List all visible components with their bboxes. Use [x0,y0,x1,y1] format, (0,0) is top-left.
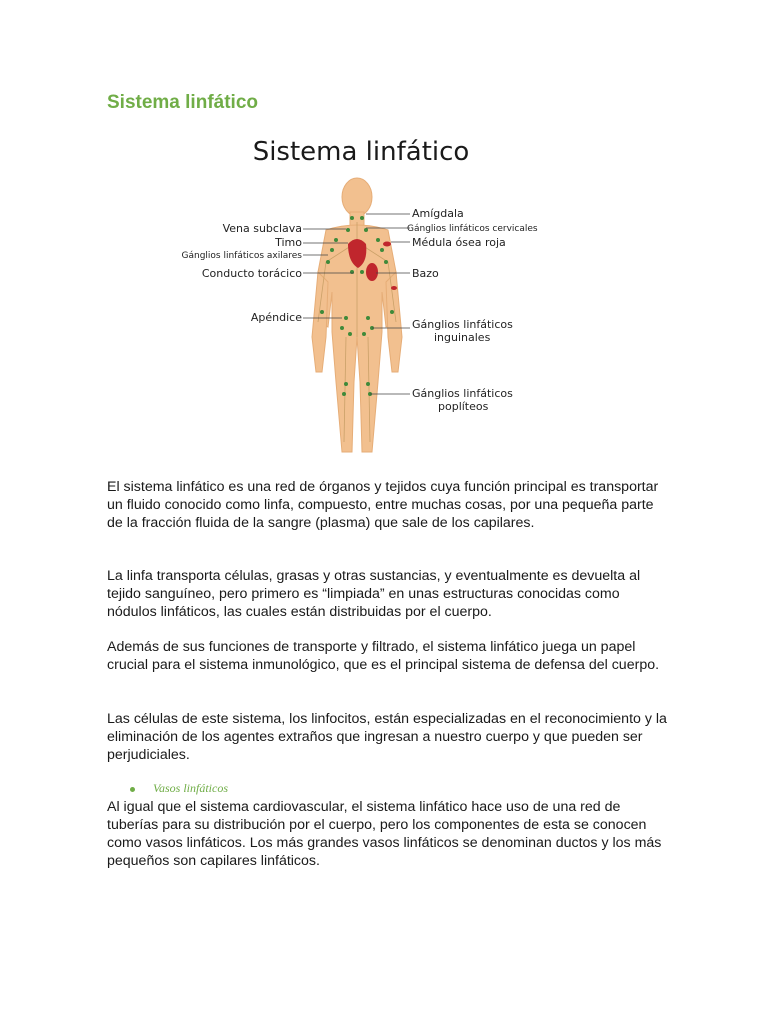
figure-title: Sistema linfático [252,137,470,167]
label-bazo: Bazo [412,267,439,280]
paragraph-3: Además de sus funciones de transporte y filtrado, el sistema linfático juega un papel crucial para el sistema inmunológico, que es el principal sistema de defensa del cuerpo. [107,639,660,673]
bone-marrow-organ [383,242,391,247]
label-ganglios-inguinales-1: Gánglios linfáticos [412,318,513,331]
lymphatic-system-figure [176,122,546,467]
spleen-organ [366,263,378,281]
paragraph-2: La linfa transporta células, grasas y otras sustancias, y eventualmente es devuelta al tejido sanguíneo, pero primero es “limpiada” en unas estructuras conocidas como nódulos linfáticos, las cuales están distribuidas por el cuerpo. [107,568,641,620]
label-ganglios-popliteos-2: poplíteos [438,400,489,413]
lymphatic-diagram [176,122,546,467]
label-ganglios-inguinales-2: inguinales [434,331,491,344]
label-amigdala: Amígdala [412,207,464,220]
paragraph-4: Las células de este sistema, los linfocitos, están especializadas en el reconocimiento y la eliminación de los agentes extraños que ingresan a nuestro cuerpo y que pueden ser perjudiciales. [107,711,667,763]
label-vena-subclava: Vena subclava [222,222,302,235]
label-ganglios-axilares: Gánglios linfáticos axilares [181,251,302,261]
label-ganglios-cervicales: Gánglios linfáticos cervicales [407,224,538,234]
bullet-item-vasos-linfaticos: Vasos linfáticos [153,781,229,795]
section-heading: Sistema linfático [107,92,258,113]
label-timo: Timo [275,236,302,249]
paragraph-1: El sistema linfático es una red de órganos y tejidos cuya función principal es transportar un fluido conocido como linfa, compuesto, entre muchas cosas, por una pequeña parte de la fracción fluida de la sangre (plasma) que sale de los capilares. [107,479,659,531]
label-medula-osea: Médula ósea roja [412,236,506,249]
label-apendice: Apéndice [250,311,302,324]
label-ganglios-popliteos-1: Gánglios linfáticos [412,387,513,400]
marrow-spot [391,286,397,290]
paragraph-5: Al igual que el sistema cardiovascular, el sistema linfático hace uso de una red de tuberías para su distribución por el cuerpo, pero los componentes de esta se conocen como vasos linfáticos. Los más grandes vasos linfáticos se denominan ductos y los más pequeños son capilares linfáticos. [107,799,662,869]
label-conducto-toracico: Conducto torácico [201,267,302,280]
bullet-dot-icon [130,787,135,792]
